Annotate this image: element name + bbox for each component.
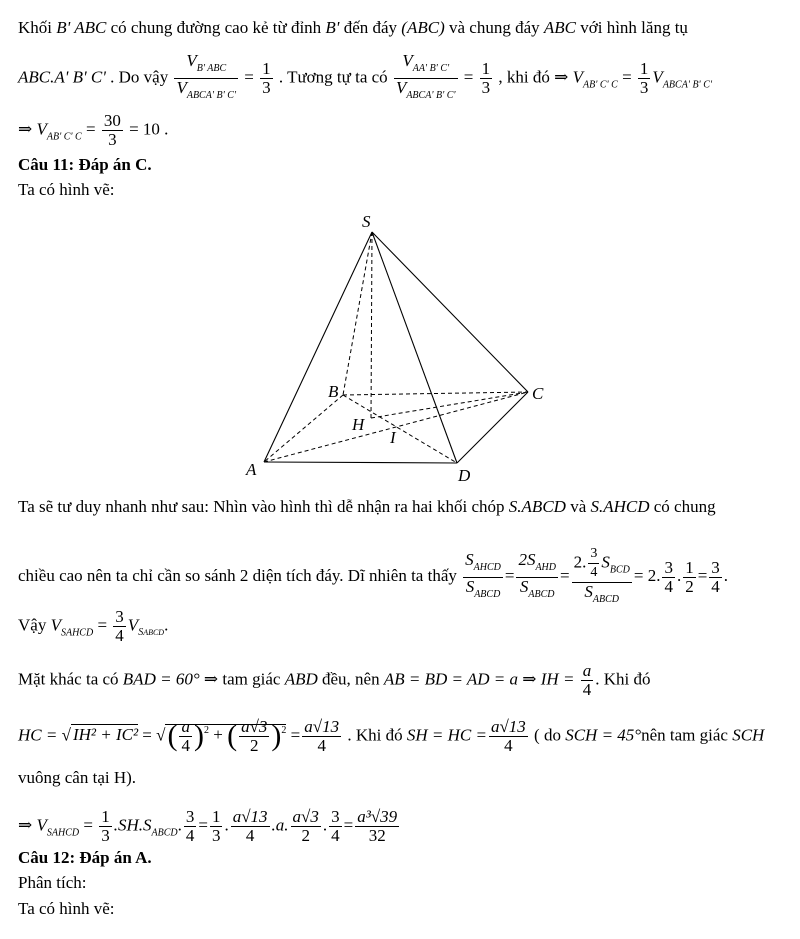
sub: ABCD — [143, 628, 165, 638]
edge-ba-hidden — [264, 395, 343, 462]
edge-sd — [372, 232, 457, 463]
v: V — [127, 615, 139, 635]
paragraph-line-9: vuông cân tại H). — [18, 768, 137, 787]
text: có chung — [653, 497, 716, 516]
label-i: I — [390, 428, 396, 447]
figure-intro-2: Ta có hình vẽ: — [18, 899, 115, 918]
paragraph-line-8: HC = √ IH² + IC² = √( $\frac{a}{4}$ )$^2$ + ( $\frac{a√3}{2}$ )$^2$ = $\frac{a√13}{4}$ . Khi đó SH = HC = $\frac{a√13}{4}$ ( do SCH = 45°nên tam giác SCH — [18, 717, 765, 755]
text: đến đáy — [343, 18, 398, 37]
fraction-30-3 — [102, 112, 123, 149]
segment-hc-hidden — [371, 392, 528, 418]
height-sh-hidden — [371, 232, 372, 418]
fraction-one-third — [638, 60, 651, 97]
v: V — [186, 51, 197, 70]
v: V — [402, 51, 413, 70]
label-b: B — [328, 382, 339, 401]
math-bprime: B' — [325, 18, 340, 37]
equals: = — [83, 815, 93, 835]
v: V — [652, 67, 663, 87]
math-s-ahcd: S.AHCD — [590, 497, 650, 516]
text: . Tương tự ta có — [278, 67, 388, 87]
den: 2 — [250, 736, 259, 755]
den: 4 — [317, 736, 326, 755]
den: 2 — [301, 826, 310, 845]
s: S — [465, 576, 475, 596]
sub: AB' C' C — [46, 131, 82, 143]
label-s: S — [362, 212, 371, 231]
sub: BCD — [609, 564, 630, 576]
fraction-2-three-quarter-s-bcd — [572, 545, 632, 609]
text: với hình lăng tụ — [580, 18, 688, 37]
sub: ABCD — [528, 588, 555, 600]
num: 3 — [115, 607, 124, 626]
text: Vậy — [18, 615, 47, 635]
num: 3 — [711, 557, 720, 577]
edge-ad — [264, 462, 457, 463]
sub: AHCD — [473, 561, 501, 573]
text: , khi đó ⇒ — [498, 67, 569, 87]
paragraph-line-2 — [18, 52, 712, 105]
num: 1 — [211, 807, 221, 826]
analysis-label: Phân tích: — [18, 873, 87, 892]
math-prism: ABC.A' B' C' — [18, 67, 106, 87]
den: 4 — [245, 826, 255, 845]
edge-dc — [457, 392, 528, 463]
num: 1 — [262, 59, 271, 78]
sub: ABCD — [592, 594, 620, 605]
text: Ta sẽ tư duy nhanh như sau: Nhìn vào hình thì dễ nhận ra hai khối chóp — [18, 497, 505, 516]
sub: AHD — [535, 561, 557, 573]
den: 4 — [664, 576, 673, 596]
den: 2 — [685, 576, 694, 596]
math-abc-paren: (ABC) — [401, 18, 445, 37]
text: ⇒ tam giác — [203, 669, 281, 689]
den: 3 — [108, 130, 117, 149]
sub: AA' B' C' — [412, 63, 450, 74]
paragraph-line-10: ⇒ $V_{SAHCD}$ = $\frac{1}{3}$ $.SH.S_{ABCD}$. $\frac{3}{4}$ = $\frac{1}{3}$ . $\frac{a√13}{4}$ .a. $\frac{a√3}{2}$ . $\frac{3}{4}$ = $\frac{\text{a³√39}}{32}$ — [18, 807, 398, 845]
label-a: A — [246, 460, 257, 479]
paragraph-line-7 — [18, 662, 650, 699]
den: 4 — [185, 826, 195, 845]
math-arrow-v: ⇒ V — [18, 119, 47, 139]
edge-sc — [372, 232, 528, 392]
t: . — [164, 615, 169, 635]
paragraph-line-6 — [18, 608, 168, 645]
t: . — [723, 565, 729, 585]
math-sh: SH = HC = — [406, 725, 487, 745]
v: V — [176, 78, 187, 97]
equals: = — [142, 725, 152, 745]
sub: ABCA' B' C' — [406, 90, 456, 101]
fraction-one-third — [260, 60, 273, 97]
sub: ABCD — [151, 827, 178, 839]
v: V — [50, 615, 61, 635]
math-b-abc: B' ABC — [56, 18, 107, 37]
pyramid-figure — [0, 205, 800, 485]
sub: S — [138, 627, 144, 639]
text: . Khi đó — [595, 669, 651, 689]
diagonal-ac-hidden — [264, 392, 528, 462]
sub: ABCA' B' C' — [186, 90, 237, 101]
num: 3 — [185, 807, 195, 826]
math-sch: SCH = 45° — [565, 725, 642, 745]
text: ( do — [534, 725, 561, 745]
num: 1 — [481, 59, 491, 78]
text: và — [570, 497, 587, 516]
text: Khối — [18, 18, 52, 37]
math-abc: ABC — [543, 18, 576, 37]
equals: = — [244, 67, 254, 87]
num: a√13 — [490, 717, 526, 736]
fraction-one-third — [480, 60, 493, 97]
num: a√3 — [241, 717, 268, 736]
den: 4 — [590, 565, 598, 580]
s: S — [519, 576, 529, 596]
question-11-label: Câu 11: Đáp án C. — [18, 155, 152, 174]
num: 30 — [103, 111, 121, 130]
num: 1 — [685, 557, 694, 577]
den: 3 — [211, 826, 221, 845]
den: 3 — [101, 826, 110, 845]
label-h: H — [352, 415, 365, 434]
num: a√3 — [292, 807, 319, 826]
num: 3 — [331, 807, 340, 826]
den: 3 — [481, 78, 491, 97]
label-d: D — [458, 466, 471, 485]
den: 4 — [504, 736, 513, 755]
num: 3 — [664, 557, 673, 577]
den: 4 — [582, 680, 592, 699]
num: 3 — [588, 545, 599, 564]
s: S — [584, 582, 593, 601]
math-bad: BAD = 60° — [122, 669, 200, 689]
text: Mặt khác ta có — [18, 669, 119, 689]
text: chiều cao nên ta chỉ cần so sánh 2 diện tích đáy. Dĩ nhiên ta thấy — [18, 565, 457, 585]
fraction-2s-ahd — [516, 551, 558, 604]
text: đều, nên — [321, 669, 380, 689]
paragraph-line-1 — [18, 18, 688, 38]
num: 1 — [101, 807, 110, 826]
num: 1 — [639, 59, 649, 78]
num: a — [582, 661, 592, 680]
s: 2S — [518, 549, 536, 569]
text: . Khi đó — [347, 725, 403, 745]
paragraph-line-5: chiều cao nên ta chỉ cần so sánh 2 diện tích đáy. Dĩ nhiên ta thấy $\frac{S_{AHCD}}{S_{ABCD}}$ = $\frac{2S_{AHD}}{S_{ABCD}}$ = 2. $\frac{3}{4}$ $S_{BCD}$ $S_{ABCD}$ = 2. $\frac{3}{4}$ . $\frac{1}{2}$ = $\frac{3}{4}$ . — [18, 545, 728, 609]
num: a — [181, 717, 190, 736]
fraction-v-ratio-2 — [394, 52, 458, 105]
sub: AB' C' C — [582, 79, 618, 91]
v: V — [395, 78, 407, 97]
s: S — [601, 552, 610, 572]
t: 2. — [573, 552, 587, 572]
t: = 2. — [633, 565, 661, 585]
text: nên tam giác — [641, 725, 728, 745]
num: a³√39 — [357, 807, 398, 826]
text: và chung đáy — [448, 18, 540, 37]
math-s-abcd: S.ABCD — [508, 497, 566, 516]
equals: = — [85, 119, 96, 139]
v: V — [572, 67, 583, 87]
math-sh: .SH.S — [113, 815, 152, 835]
den: 4 — [181, 736, 190, 755]
math-hc: HC = — [18, 725, 58, 745]
math: .a. — [271, 815, 289, 835]
text: . Do vậy — [110, 67, 169, 87]
fraction-s-ahcd-abcd — [463, 551, 503, 604]
num: a√13 — [232, 807, 268, 826]
radicand: IH² + IC² — [72, 725, 139, 745]
den: 4 — [115, 626, 124, 645]
math-arrow-v: ⇒ V — [18, 815, 47, 835]
den: 4 — [711, 576, 720, 596]
sub: ABCD — [474, 588, 501, 600]
sub: SAHCD — [60, 627, 94, 639]
sub: SAHCD — [46, 827, 80, 839]
equals: = — [97, 615, 108, 635]
den: 32 — [368, 826, 386, 845]
question-12-label: Câu 12: Đáp án A. — [18, 848, 152, 867]
den: 4 — [331, 826, 340, 845]
label-c: C — [532, 384, 544, 403]
math-abd: ABD — [284, 669, 318, 689]
paragraph-line-4 — [18, 497, 716, 517]
edge-sb-hidden — [343, 232, 372, 395]
math-sch2: SCH — [732, 725, 765, 745]
sub: B' ABC — [196, 63, 227, 74]
sub: ABCA' B' C' — [662, 79, 713, 91]
equals: = — [622, 67, 632, 87]
den: 3 — [262, 78, 271, 97]
text: = 10 . — [129, 119, 169, 139]
paragraph-line-3 — [18, 112, 168, 149]
text: có chung đường cao kẻ từ đỉnh — [110, 18, 322, 37]
equals: = — [463, 67, 474, 87]
den: 3 — [639, 78, 649, 97]
figure-intro: Ta có hình vẽ: — [18, 180, 115, 199]
math-eqs: AB = BD = AD = a ⇒ IH = — [383, 669, 575, 689]
num: a√13 — [304, 717, 340, 736]
fraction-v-ratio-1 — [174, 52, 238, 105]
s: S — [465, 549, 474, 569]
